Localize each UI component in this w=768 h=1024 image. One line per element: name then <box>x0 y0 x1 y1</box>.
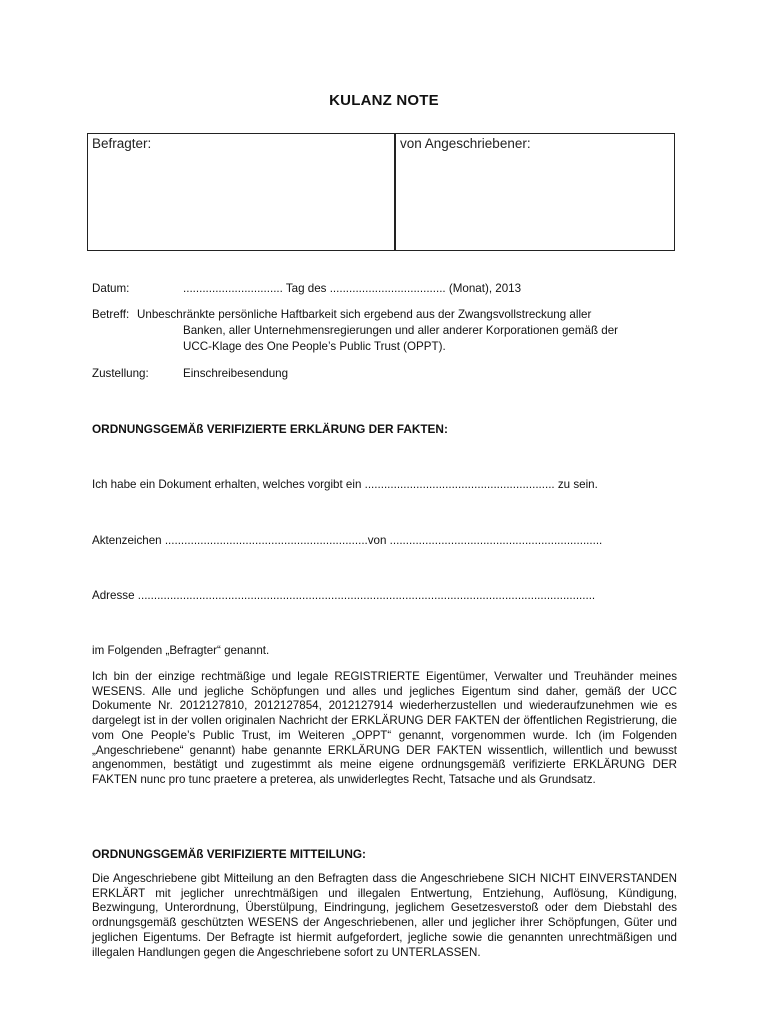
field-dokument: Ich habe ein Dokument erhalten, welches vorgibt ein ........................................................... zu sein. <box>92 478 598 491</box>
respondent-cell <box>88 134 396 250</box>
field-aktenzeichen: Aktenzeichen ...............................................................von .................................................................. <box>92 534 603 547</box>
betreff-line-1: Unbeschränkte persönliche Haftbarkeit sich ergebend aus der Zwangsvollstreckung aller <box>137 308 592 321</box>
parties-table <box>87 133 675 251</box>
addressee-label: von Angeschriebener: <box>400 136 531 151</box>
zustellung-value: Einschreibesendung <box>183 367 289 380</box>
addressee-cell <box>396 134 674 250</box>
zustellung-label: Zustellung: <box>92 367 149 380</box>
datum-label: Datum: <box>92 282 130 295</box>
betreff-line-2: Banken, aller Unternehmensregierungen und aller anderer Korporationen gemäß der <box>183 324 619 337</box>
betreff-line-3: UCC-Klage des One People’s Public Trust (OPPT). <box>183 340 446 353</box>
paragraph-eigentuemer: Ich bin der einzige rechtmäßige und legale REGISTRIERTE Eigentümer, Verwalter und Treuhänder meines WESENS. Alle und jegliche Schöpfungen und alles und jegliches Eigentum sind daher, gemäß der UCC Dokumente Nr. 2012127810, 2012127854, 2012127914 wiederherzustellen und wiederaufzunehmen wie es dargelegt ist in der vollen originalen Nachricht der ERKLÄRUNG DER FAKTEN der öffentlichen Registrierung, die vom One People’s Public Trust, im Weiteren „OPPT“ genannt, vorgenommen wurde. Ich (im Folgenden „Angeschriebene“ genannt) habe genannte ERKLÄRUNG DER FAKTEN wissentlich, willentlich und bewusst angenommen, bestätigt und zugestimmt als meine eigene ordnungsgemäß verifizierte ERKLÄRUNG DER FAKTEN nunc pro tunc praetere a preterea, als unwiderlegtes Recht, Tatsache und als Grundsatz. <box>92 670 677 786</box>
respondent-label: Befragter: <box>92 136 152 151</box>
document-title: KULANZ NOTE <box>329 92 439 109</box>
paragraph-mitteilung: Die Angeschriebene gibt Mitteilung an den Befragten dass die Angeschriebene SICH NICHT EINVERSTANDEN ERKLÄRT mit jeglicher unrechtmäßigen und illegalen Entwertung, Entziehung, Auflösung, Kündigung, Bezwingung, Unterordnung, Überstülpung, Eindringung, jeglichem Gesetzesverstoß oder dem Diebstahl des ordnungsgemäß geschützten WESENS der Angeschriebenen, aller und jeglicher ihrer Schöpfungen, Güter und jeglichen Eigentums. Der Befragte ist hiermit aufgefordert, jegliche sowie die genannten unrechtmäßigen und illegalen Handlungen gegen die Angeschriebene sofort zu UNTERLASSEN. <box>92 872 677 959</box>
heading-erklaerung: ORDNUNGSGEMÄß VERIFIZIERTE ERKLÄRUNG DER FAKTEN: <box>92 422 448 436</box>
datum-value: ............................... Tag des .................................... (Monat), 2013 <box>183 282 522 295</box>
heading-mitteilung: ORDNUNGSGEMÄß VERIFIZIERTE MITTEILUNG: <box>92 847 366 861</box>
field-adresse: Adresse .............................................................................................................................................. <box>92 589 596 602</box>
field-befragter: im Folgenden „Befragter“ genannt. <box>92 644 270 657</box>
betreff-label: Betreff: <box>92 308 130 321</box>
